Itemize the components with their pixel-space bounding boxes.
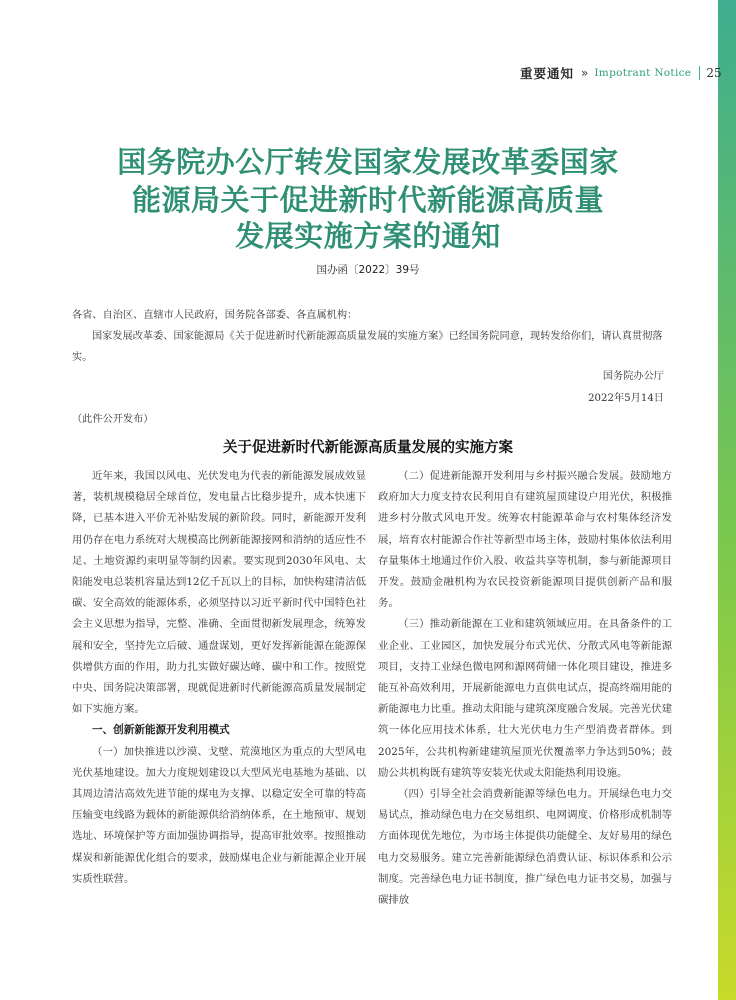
- plan-title: 关于促进新时代新能源高质量发展的实施方案: [223, 439, 513, 456]
- page-header: [520, 64, 722, 82]
- left-column: [72, 466, 366, 890]
- issue-date: 2022年5月14日: [588, 393, 664, 404]
- notice-body: 国家发展改革委、国家能源局《关于促进新时代新能源高质量发展的实施方案》已经国务院同意，现转发给你们，请认真贯彻落实。: [72, 331, 663, 363]
- right-column: [378, 466, 672, 911]
- addressees: 各省、自治区、直辖市人民政府，国务院各部委、各直属机构：: [72, 310, 358, 321]
- paragraph-1: （一）加快推进以沙漠、戈壁、荒漠地区为重点的大型风电光伏基地建设。加大力度规划建设以大型风光电基地为基础、以其周边清洁高效先进节能的煤电为支撑、以稳定安全可靠的特高压输变电线路为载体的新能源供给消纳体系，在土地预审、规划选址、环境保护等方面加强协调指导，提高审批效率。按照推动煤炭和新能源优化组合的要求，鼓励煤电企业与新能源企业开展实质性联营。: [72, 745, 366, 885]
- page-number: 25: [706, 66, 722, 80]
- title-line-3: 发展实施方案的通知: [235, 219, 501, 253]
- section-label-en: Impotrant Notice: [594, 67, 692, 79]
- double-chevron-icon: »: [581, 66, 589, 80]
- title-line-1: 国务院办公厅转发国家发展改革委国家: [117, 145, 619, 179]
- paragraph-4: （四）引导全社会消费新能源等绿色电力。开展绿色电力交易试点，推动绿色电力在交易组织、电网调度、价格形成机制等方面体现优先地位，为市场主体提供功能健全、友好易用的绿色电力交易服务。建立完善新能源绿色消费认证、标识体系和公示制度。完善绿色电力证书制度，推广绿色电力证书交易，加强与碳排放: [378, 788, 672, 907]
- publish-note: （此件公开发布）: [72, 414, 154, 425]
- document-number: 国办函〔2022〕39号: [316, 264, 420, 276]
- paragraph-2: （二）促进新能源开发利用与乡村振兴融合发展。鼓励地方政府加大力度支持农民利用自有建筑屋顶建设户用光伏，积极推进乡村分散式风电开发。统筹农村能源革命与农村集体经济发展，培育农村能源合作社等新型市场主体，鼓励村集体依法利用存量集体土地通过作价入股、收益共享等机制，参与新能源项目开发。鼓励金融机构为农民投资新能源项目提供创新产品和服务。: [378, 470, 672, 610]
- section-label-cn: 重要通知: [520, 66, 575, 81]
- paragraph-3: （三）推动新能源在工业和建筑领域应用。在具备条件的工业企业、工业园区，加快发展分布式光伏、分散式风电等新能源项目，支持工业绿色微电网和源网荷储一体化项目建设，推进多能互补高效利用，开展新能源电力直供电试点，提高终端用能的新能源电力比重。推动太阳能与建筑深度融合发展。完善光伏建筑一体化应用技术体系，壮大光伏电力生产型消费者群体。到2025年，公共机构新建建筑屋顶光伏覆盖率力争达到50%；鼓励公共机构既有建筑等安装光伏或太阳能热利用设施。: [378, 618, 672, 779]
- signature: 国务院办公厅: [602, 371, 664, 382]
- intro-paragraph: 近年来，我国以风电、光伏发电为代表的新能源发展成效显著，装机规模稳居全球首位，发电量占比稳步提升，成本快速下降，已基本进入平价无补贴发展的新阶段。同时，新能源开发利用仍存在电力系统对大规模高比例新能源接网和消纳的适应性不足、土地资源约束明显等制约因素。要实现到2030年风电、太阳能发电总装机容量达到12亿千瓦以上的目标，加快构建清洁低碳、安全高效的能源体系，必须坚持以习近平新时代中国特色社会主义思想为指导，完整、准确、全面贯彻新发展理念，统筹发展和安全，坚持先立后破、通盘谋划，更好发挥新能源在能源保供增供方面的作用，助力扎实做好碳达峰、碳中和工作。按照党中央、国务院决策部署，现就促进新时代新能源高质量发展制定如下实施方案。: [72, 470, 366, 716]
- title-line-2: 能源局关于促进新时代新能源高质量: [131, 183, 604, 217]
- header-divider: [699, 66, 700, 80]
- section-heading: 一、创新新能源开发利用模式: [92, 724, 230, 737]
